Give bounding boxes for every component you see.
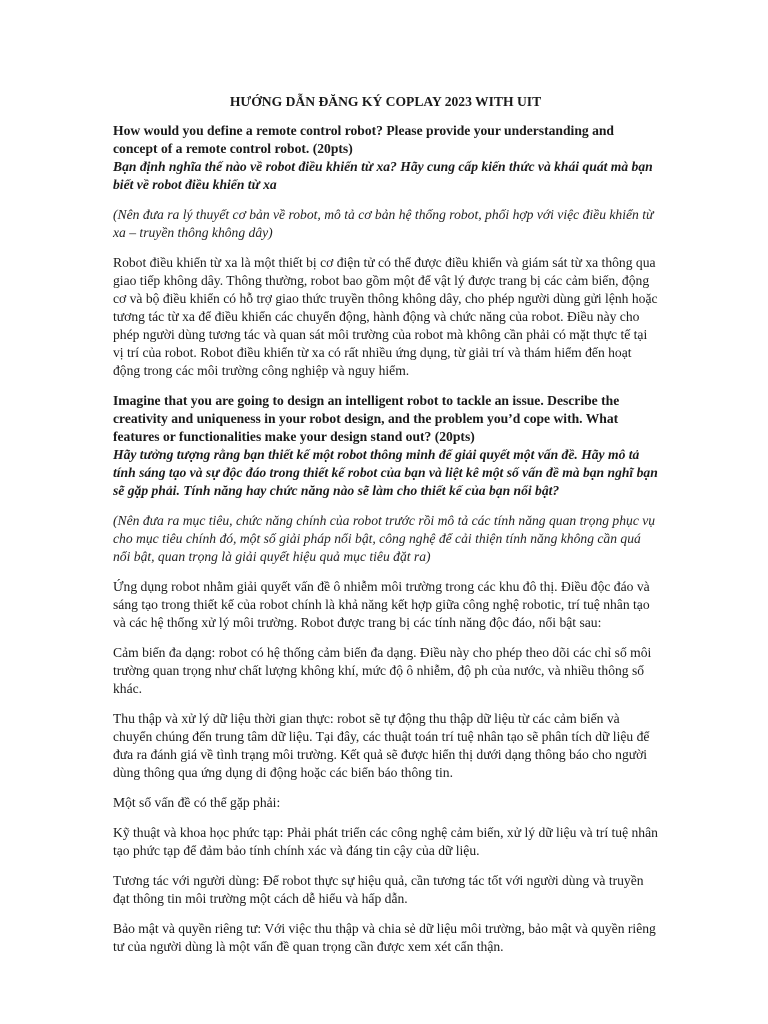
question-2-hint: (Nên đưa ra mục tiêu, chức năng chính của robot trước rồi mô tả các tính năng quan trọng phục vụ cho mục tiêu chính đó, một số giải pháp nổi bật, công nghệ để cải thiện tính năng không cần quá nổi bật, quan trọng là giải quyết hiệu quả mục tiêu đặt ra) xyxy=(113,513,656,564)
question-2-english: Imagine that you are going to design an intelligent robot to tackle an issue. Describe the creativity and uniqueness in your robot design, and the problem you’d cope with. What features or functionalities make your design stand out? (20pts) xyxy=(113,393,620,444)
section-1 xyxy=(113,122,658,380)
answer-2-paragraph-user-interaction: Tương tác với người dùng: Để robot thực sự hiệu quả, cần tương tác tốt với người dùng và truyền đạt thông tin môi trường một cách dễ hiểu và hấp dẫn. xyxy=(113,873,644,906)
answer-2-paragraph-privacy: Bảo mật và quyền riêng tư: Với việc thu thập và chia sẻ dữ liệu môi trường, bảo mật và quyền riêng tư của người dùng là một vấn đề quan trọng cần được xem xét cẩn thận. xyxy=(113,921,656,954)
question-2-vietnamese: Hãy tưởng tượng rằng bạn thiết kế một robot thông minh để giải quyết một vấn đề. Hãy mô tả tính sáng tạo và sự độc đáo trong thiết kế robot của bạn và liệt kê một số vấn đề mà bạn nghĩ bạn sẽ gặp phải. Tính năng hay chức năng nào sẽ làm cho thiết kế của bạn nổi bật? xyxy=(113,447,658,498)
answer-2-paragraph-sensors: Cảm biến đa dạng: robot có hệ thống cảm biến đa dạng. Điều này cho phép theo dõi các chỉ số môi trường quan trọng như chất lượng không khí, mức độ ô nhiễm, độ ph của nước, và nhiều thông số khác. xyxy=(113,645,652,696)
answer-1-paragraph: Robot điều khiển từ xa là một thiết bị cơ điện tử có thể được điều khiển và giám sát từ xa thông qua giao tiếp không dây. Thông thường, robot bao gồm một để vật lý được trang bị các cảm biến, động cơ và bộ điều khiển có hỗ trợ giao thức truyền thông không dây, cho phép người dùng gửi lệnh hoặc tương tác từ xa để điều khiển các chuyển động, hành động và chức năng của robot. Điều này cho phép người dùng tương tác và quan sát môi trường của robot mà không cần phải có mặt thực tế tại vị trí của robot. Robot điều khiển từ xa có rất nhiều ứng dụng, từ giải trí và thám hiểm đến hoạt động trong các môi trường công nghiệp và nguy hiểm. xyxy=(113,255,658,378)
question-1-english: How would you define a remote control robot? Please provide your understanding and concept of a remote control robot. (20pts) xyxy=(113,123,614,156)
document-title: HƯỚNG DẪN ĐĂNG KÝ COPLAY 2023 WITH UIT xyxy=(229,94,542,109)
answer-2-paragraph-intro: Ứng dụng robot nhằm giải quyết vấn đề ô nhiễm môi trường trong các khu đô thị. Điều độc đáo và sáng tạo trong thiết kế của robot chính là khả năng kết hợp giữa công nghệ robotic, trí tuệ nhân tạo và các hệ thống xử lý môi trường. Robot được trang bị các tính năng độc đáo, nổi bật sau: xyxy=(113,579,650,630)
section-2 xyxy=(113,392,658,956)
answer-2-paragraph-problems-heading: Một số vấn đề có thể gặp phải: xyxy=(113,795,281,810)
question-1-hint: (Nên đưa ra lý thuyết cơ bản về robot, mô tả cơ bản hệ thống robot, phối hợp với việc điều khiển từ xa – truyền thông không dây) xyxy=(113,207,654,240)
answer-2-paragraph-technical: Kỹ thuật và khoa học phức tạp: Phải phát triển các công nghệ cảm biến, xử lý dữ liệu và trí tuệ nhân tạo phức tạp để đảm bảo tính chính xác và đáng tin cậy của dữ liệu. xyxy=(113,825,658,858)
answer-2-paragraph-data-processing: Thu thập và xử lý dữ liệu thời gian thực: robot sẽ tự động thu thập dữ liệu từ các cảm biến và chuyển chúng đến trung tâm dữ liệu. Tại đây, các thuật toán trí tuệ nhân tạo sẽ phân tích dữ liệu để đưa ra đánh giá về tình trạng môi trường. Kết quả sẽ được hiển thị dưới dạng thông báo cho người dùng thông qua ứng dụng di động hoặc các biển báo thông tin. xyxy=(113,711,650,780)
question-1-vietnamese: Bạn định nghĩa thế nào về robot điều khiển từ xa? Hãy cung cấp kiến thức và khái quát mà bạn biết về robot điều khiển từ xa xyxy=(113,159,653,192)
